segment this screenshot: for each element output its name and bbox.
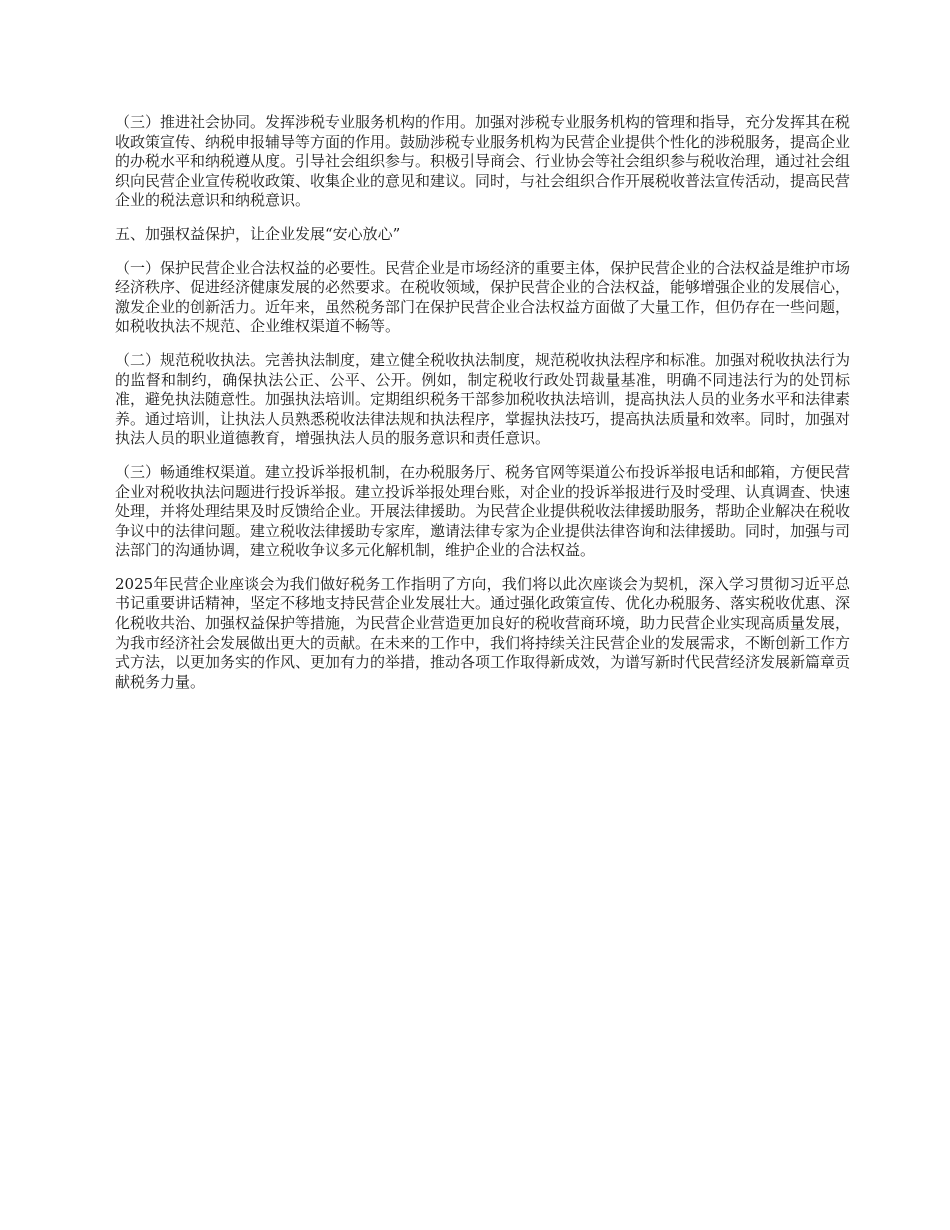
paragraph-conclusion: 2025年民营企业座谈会为我们做好税务工作指明了方向，我们将以此次座谈会为契机，深入学习贯彻习近平总书记重要讲话精神，坚定不移地支持民营企业发展壮大。通过强化政策宣传、优化办税服务、落实税收优惠、深化税收共治、加强权益保护等措施，为民营企业营造更加良好的税收营商环境，助力民营企业实现高质量发展，为我市经济社会发展做出更大的贡献。在未来的工作中，我们将持续关注民营企业的发展需求，不断创新工作方式方法，以更加务实的作风、更加有力的举措，推动各项工作取得新成效，为谱写新时代民营经济发展新篇章贡献税务力量。: [115, 574, 851, 691]
section-heading-rights-protection: 五、加强权益保护，让企业发展“安心放心”: [115, 224, 401, 243]
paragraph-regulate-enforcement: （二）规范税收执法。完善执法制度，建立健全税收执法制度，规范税收执法程序和标准。加强对税收执法行为的监督和制约，确保执法公正、公平、公开。例如，制定税收行政处罚裁量基准，明确不同违法行为的处罚标准，避免执法随意性。加强执法培训。定期组织税务干部参加税收执法培训，提高执法人员的业务水平和法律素养。通过培训，让执法人员熟悉税收法律法规和执法程序，掌握执法技巧，提高执法质量和效率。同时，加强对执法人员的职业道德教育，增强执法人员的服务意识和责任意识。: [115, 350, 851, 448]
paragraph-rights-channels: （三）畅通维权渠道。建立投诉举报机制，在办税服务厅、税务官网等渠道公布投诉举报电话和邮箱，方便民营企业对税收执法问题进行投诉举报。建立投诉举报处理台账，对企业的投诉举报进行及时受理、认真调查、快速处理，并将处理结果及时反馈给企业。开展法律援助。为民营企业提供税收法律援助服务，帮助企业解决在税收争议中的法律问题。建立税收法律援助专家库，邀请法律专家为企业提供法律咨询和法律援助。同时，加强与司法部门的沟通协调，建立税收争议多元化解机制，维护企业的合法权益。: [115, 462, 851, 560]
document-body: [115, 113, 850, 706]
paragraph-social-coordination: （三）推进社会协同。发挥涉税专业服务机构的作用。加强对涉税专业服务机构的管理和指导，充分发挥其在税收政策宣传、纳税申报辅导等方面的作用。鼓励涉税专业服务机构为民营企业提供个性化的涉税服务，提高企业的办税水平和纳税遵从度。引导社会组织参与。积极引导商会、行业协会等社会组织参与税收治理，通过社会组织向民营企业宣传税收政策、收集企业的意见和建议。同时，与社会组织合作开展税收普法宣传活动，提高民营企业的税法意识和纳税意识。: [115, 113, 851, 210]
paragraph-rights-necessity: （一）保护民营企业合法权益的必要性。民营企业是市场经济的重要主体，保护民营企业的合法权益是维护市场经济秩序、促进经济健康发展的必然要求。在税收领域，保护民营企业的合法权益，能够增强企业的发展信心，激发企业的创新活力。近年来，虽然税务部门在保护民营企业合法权益方面做了大量工作，但仍存在一些问题，如税收执法不规范、企业维权渠道不畅等。: [115, 258, 851, 336]
